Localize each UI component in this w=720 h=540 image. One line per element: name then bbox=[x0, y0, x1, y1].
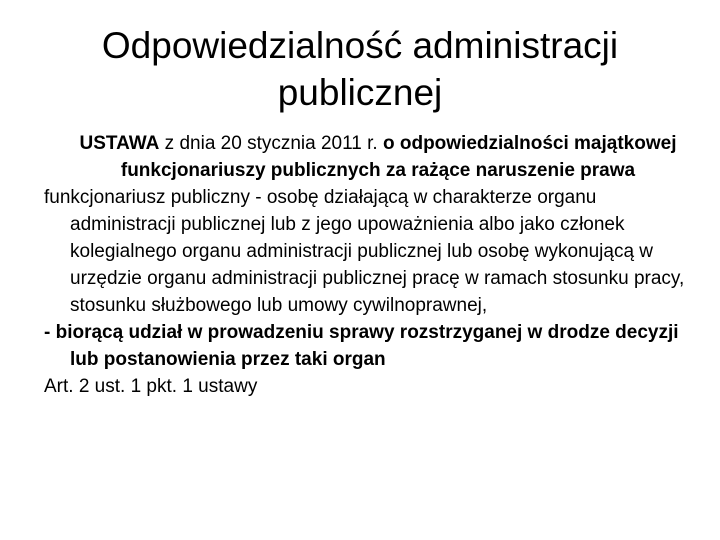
definition-paragraph: funkcjonariusz publiczny - osobę działającą w charakterze organu administracji publicznej lub z jego upoważnienia albo jako członek kolegialnego organu administracji publicznej lub osobę wykonującą w urzędzie organu administracji publicznej pracę w ramach stosunku pracy, stosunku służbowego lub umowy cywilnoprawnej, bbox=[44, 187, 685, 316]
slide-title bbox=[40, 22, 680, 116]
title-line-1: Odpowiedzialność administracji bbox=[101, 25, 619, 66]
clause-paragraph: - biorącą udział w prowadzeniu sprawy rozstrzyganej w drodze decyzji lub postanowienia przez taki organ bbox=[44, 322, 679, 370]
slide-body bbox=[44, 130, 694, 400]
act-heading bbox=[44, 130, 694, 184]
title-line-2: publicznej bbox=[277, 72, 443, 113]
act-type: USTAWA bbox=[79, 133, 160, 154]
act-date: z dnia 20 stycznia 2011 r. bbox=[159, 133, 383, 154]
act-name: o odpowiedzialności majątkowej funkcjonariuszy publicznych za rażące naruszenie prawa bbox=[120, 133, 677, 181]
legal-reference: Art. 2 ust. 1 pkt. 1 ustawy bbox=[44, 376, 258, 397]
